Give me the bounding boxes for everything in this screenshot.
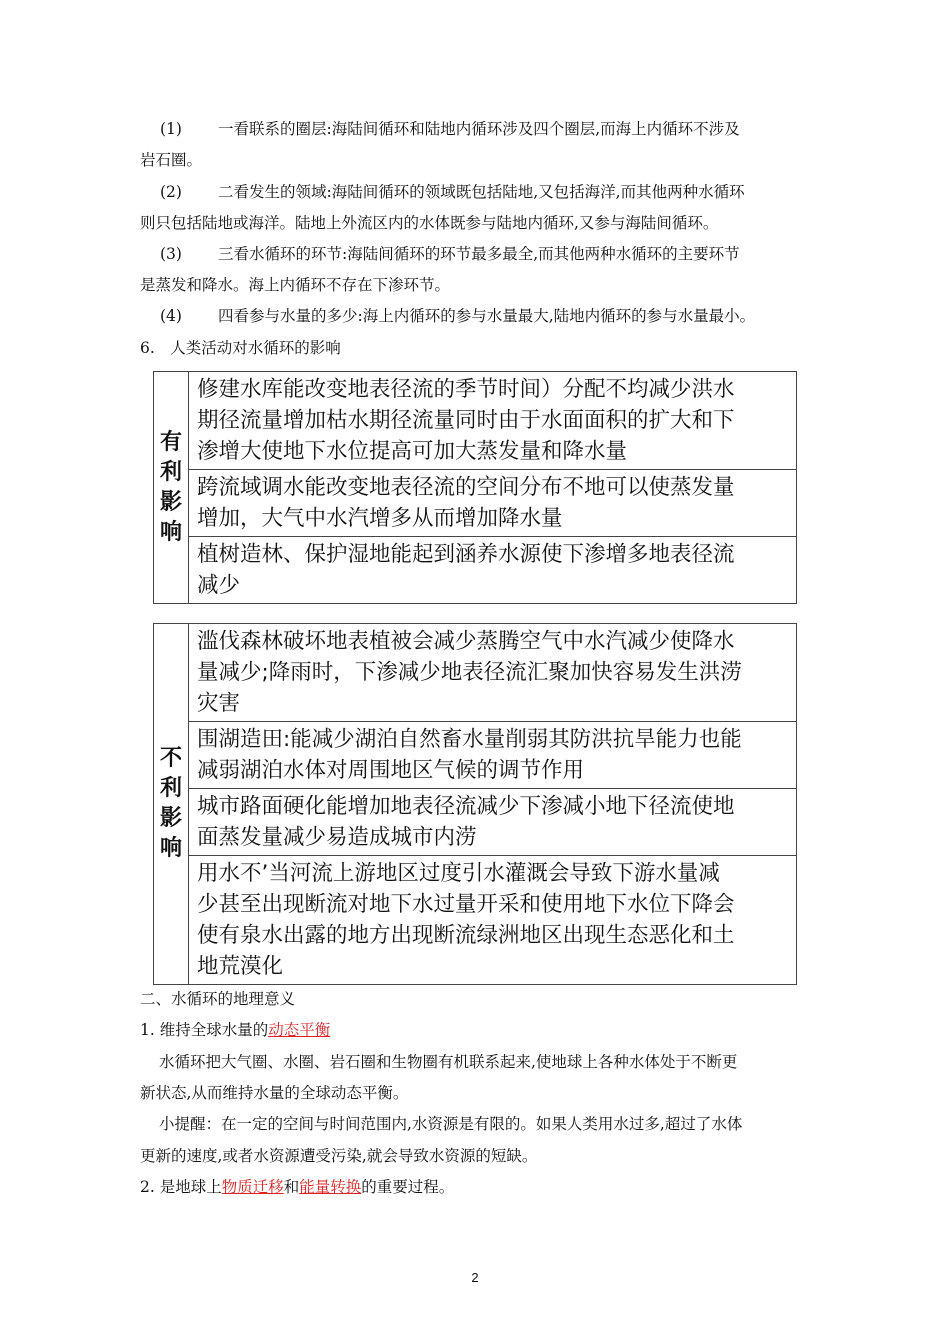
table-row xyxy=(154,372,797,470)
tip-line1: 小提醒：在一定的空间与时间范围内,水资源是有限的。如果人类用水过多,超过了水体 xyxy=(159,1115,743,1133)
point-3-line1: (3) 三看水循环的环节:海陆间循环的环节最多最全,而其他两种水循环的主要环节 xyxy=(160,245,740,263)
highlight-material-migration: 物质迁移 xyxy=(221,1178,284,1196)
negative-cell-improper-water-use: 用水不’当河流上游地区过度引水灌溉会导致下游水量减 少甚至出现断流对地下水过量开采和使用地下水位下降会 使有泉水出露的地方出现断流绿洲地区出现生态恶化和土 地荒漠化 xyxy=(189,856,797,985)
positive-cell-reservoir: 修建水库能改变地表径流的季节时间）分配不均减少洪水 期径流量增加枯水期径流量同时由于水面面积的扩大和下 渗增大使地下水位提高可加大蒸发量和降水量 xyxy=(189,372,797,470)
highlight-dynamic-balance: 动态平衡 xyxy=(268,1021,331,1039)
positive-label xyxy=(154,372,189,604)
table-row xyxy=(154,722,797,789)
point-1-line2: 岩石圈。 xyxy=(140,151,203,169)
para-1-line2: 新状态,从而维持水量的全球动态平衡。 xyxy=(140,1084,409,1102)
label-char: 响 xyxy=(159,519,182,545)
table-row xyxy=(154,537,797,604)
label-char: 利 xyxy=(159,459,182,485)
section-2-item-2: 2. 是地球上物质迁移和能量转换的重要过程。 xyxy=(140,1178,455,1196)
positive-impact-table xyxy=(153,371,797,604)
point-2-line1: (2) 二看发生的领域:海陆间循环的领域既包括陆地,又包括海洋,而其他两种水循环 xyxy=(160,183,745,201)
label-char: 影 xyxy=(159,806,182,831)
table-row xyxy=(154,856,797,985)
negative-cell-lake-reclamation: 围湖造田:能减少湖泊自然畜水量削弱其防洪抗旱能力也能 减弱湖泊水体对周围地区气候的调节作用 xyxy=(189,722,797,789)
section-6-heading: 6. 人类活动对水循环的影响 xyxy=(140,339,341,357)
negative-label xyxy=(154,624,189,985)
section-2-item-1: 1. 维持全球水量的动态平衡 xyxy=(140,1021,331,1039)
negative-cell-deforestation: 滥伐森林破坏地表植被会减少蒸腾空气中水汽减少使降水 量减少;降雨时，下渗减少地表径流汇聚加快容易发生洪涝 灾害 xyxy=(189,624,797,722)
tip-line2: 更新的速度,或者水资源遭受污染,就会导致水资源的短缺。 xyxy=(140,1147,538,1165)
positive-cell-water-transfer: 跨流域调水能改变地表径流的空间分布不地可以使蒸发量 增加，大气中水汽增多从而增加降水量 xyxy=(189,470,797,537)
point-1-line1: (1) 一看联系的圈层:海陆间循环和陆地内循环涉及四个圈层,而海上内循环不涉及 xyxy=(160,120,740,138)
table-row xyxy=(154,789,797,856)
label-char: 影 xyxy=(159,489,182,515)
label-char: 利 xyxy=(159,776,182,801)
point-2-line2: 则只包括陆地或海洋。陆地上外流区内的水体既参与陆地内循环,又参与海陆间循环。 xyxy=(140,214,719,232)
highlight-energy-conversion: 能量转换 xyxy=(299,1178,362,1196)
table-row xyxy=(154,470,797,537)
negative-impact-table xyxy=(153,623,797,985)
point-3-line2: 是蒸发和降水。海上内循环不存在下渗环节。 xyxy=(140,276,451,294)
label-char: 不 xyxy=(159,746,182,771)
negative-cell-urban-paving: 城市路面硬化能增加地表径流减少下渗减小地下径流使地 面蒸发量减少易造成城市内涝 xyxy=(189,789,797,856)
label-char: 有 xyxy=(159,429,182,455)
label-char: 响 xyxy=(159,836,182,861)
page-number: 2 xyxy=(471,1270,479,1285)
section-2-title: 二、水循环的地理意义 xyxy=(140,990,296,1008)
point-4-line1: (4) 四看参与水量的多少:海上内循环的参与水量最大,陆地内循环的参与水量最小。 xyxy=(160,307,756,325)
table-row xyxy=(154,624,797,722)
positive-cell-afforestation: 植树造林、保护湿地能起到涵养水源使下渗增多地表径流 减少 xyxy=(189,537,797,604)
para-1-line1: 水循环把大气圈、水圈、岩石圈和生物圈有机联系起来,使地球上各种水体处于不断更 xyxy=(159,1053,738,1071)
